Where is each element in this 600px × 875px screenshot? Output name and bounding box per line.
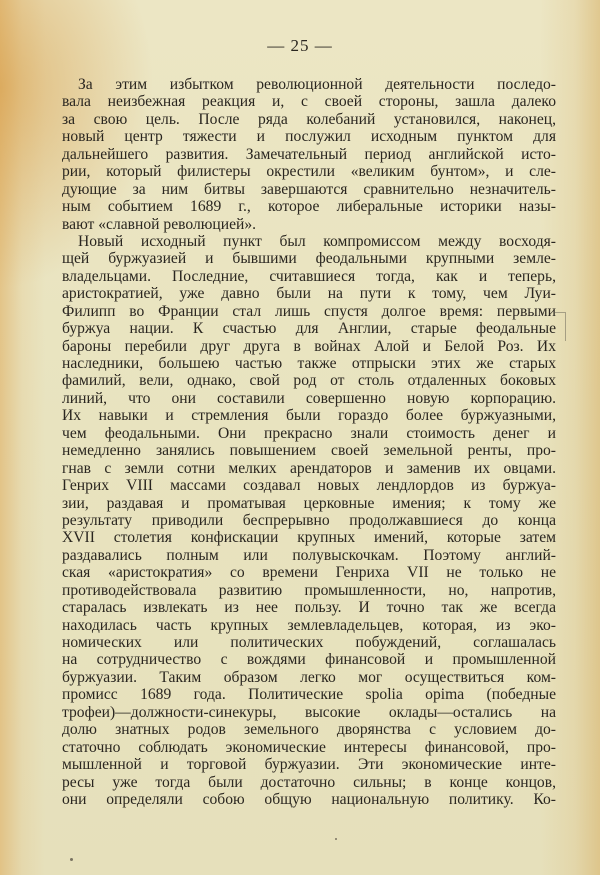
text-line: чем феодальными. Они прекрасно знали стоимость денег и bbox=[62, 424, 556, 442]
text-line: щей буржуазией и бывшими феодальными крупными земле- bbox=[62, 250, 556, 268]
text-line: ская «аристократия» со времени Генриха VII не только не bbox=[62, 564, 556, 582]
text-line: буржуа нации. К счастью для Англии, старые феодальные bbox=[62, 320, 556, 338]
text-line: наследники, большею частью также отпрыски этих же старых bbox=[62, 355, 556, 372]
page-number: — 25 — bbox=[267, 36, 333, 55]
text-line: вала неизбежная реакция и, с своей стороны, зашла далеко bbox=[62, 93, 556, 111]
text-line: находилась часть крупных землевладельцев, которая, из эко- bbox=[62, 616, 556, 634]
text-line: ным событием 1689 г., которое либеральные историки назы- bbox=[62, 198, 556, 216]
text-line: Новый исходный пункт был компромиссом между восходя- bbox=[78, 232, 556, 250]
text-line: долю знатных родов земельного дворянства с условием до- bbox=[62, 721, 556, 739]
text-line: XVII столетия конфискации крупных имений, которые затем bbox=[62, 529, 556, 547]
text-line: аристократией, уже давно были на пути к тому, чем Луи- bbox=[62, 285, 556, 303]
text-line: линий, что они составили совершенно новую корпорацию. bbox=[62, 389, 556, 407]
margin-pencil-mark bbox=[555, 312, 566, 341]
text-line: результату приводили беспрерывно продолжавшиеся до конца bbox=[62, 511, 556, 529]
text-line: за свою цель. После ряда колебаний установился, наконец, bbox=[62, 110, 556, 128]
text-line: раздавались полным или полувыскочкам. Поэтому англий- bbox=[62, 546, 556, 564]
text-line: дальнейшего развития. Замечательный период английской исто- bbox=[62, 145, 556, 163]
paper-speck bbox=[335, 838, 337, 840]
text-line: новый центр тяжести и послужил исходным пунктом для bbox=[62, 128, 556, 146]
text-line: противодействовала развитию промышленности, но, напротив, bbox=[62, 581, 556, 599]
text-line: мышленной и торговой буржуазии. Эти экономические инте- bbox=[62, 756, 556, 774]
text-line: За этим избытком революционной деятельности последо- bbox=[78, 76, 556, 93]
text-line: Генрих VIII массами создавал новых лендлордов из буржуа- bbox=[62, 477, 556, 495]
text-line: ресы уже тогда были достаточно сильны; в конце концов, bbox=[62, 773, 556, 791]
text-line: статочно соблюдать экономические интересы финансовой, про- bbox=[62, 738, 556, 756]
text-line: владельцами. Последние, считавшиеся тогда, как и теперь, bbox=[62, 267, 556, 285]
text-line: рии, который филистеры окрестили «великим бунтом», и сле- bbox=[62, 163, 556, 181]
text-line: трофеи)—должности-синекуры, высокие оклады—остались на bbox=[62, 703, 556, 721]
paper-speck bbox=[70, 858, 73, 861]
text-line: гнав с земли сотни мелких арендаторов и заменив их овцами. bbox=[62, 459, 556, 477]
body-text bbox=[62, 76, 556, 808]
text-line: старалась извлекать из нее пользу. И точно так же всегда bbox=[62, 599, 556, 617]
text-line: дующие за ним битвы завершаются сравнительно незначитель- bbox=[62, 180, 556, 198]
paragraph-1 bbox=[62, 76, 556, 233]
text-line: вают «славной революцией». bbox=[62, 215, 257, 233]
text-line: фамилий, вели, однако, свой род от столь отдаленных боковых bbox=[62, 372, 556, 390]
text-line: Их навыки и стремления были гораздо более буржуазными, bbox=[62, 407, 556, 425]
text-line: Филипп во Франции стал лишь спустя долгое время: первыми bbox=[62, 302, 556, 320]
paragraph-2 bbox=[62, 233, 556, 808]
text-line: немедленно занялись повышением своей земельной ренты, про- bbox=[62, 442, 556, 460]
text-line: они определяли собою общую национальную политику. Ко- bbox=[62, 790, 556, 808]
text-line: зии, раздавая и проматывая церковные имения; к тому же bbox=[62, 494, 556, 512]
text-line: бароны перебили друг друга в войнах Алой и Белой Роз. Их bbox=[62, 337, 556, 355]
text-line: промисс 1689 года. Политические spolia opima (победные bbox=[62, 686, 556, 704]
text-line: на сотрудничество с вождями финансовой и промышленной bbox=[62, 651, 556, 669]
text-line: номических или политических побуждений, соглашалась bbox=[62, 634, 556, 651]
text-line: буржуазии. Таким образом легко мог осуществиться ком- bbox=[62, 668, 556, 686]
